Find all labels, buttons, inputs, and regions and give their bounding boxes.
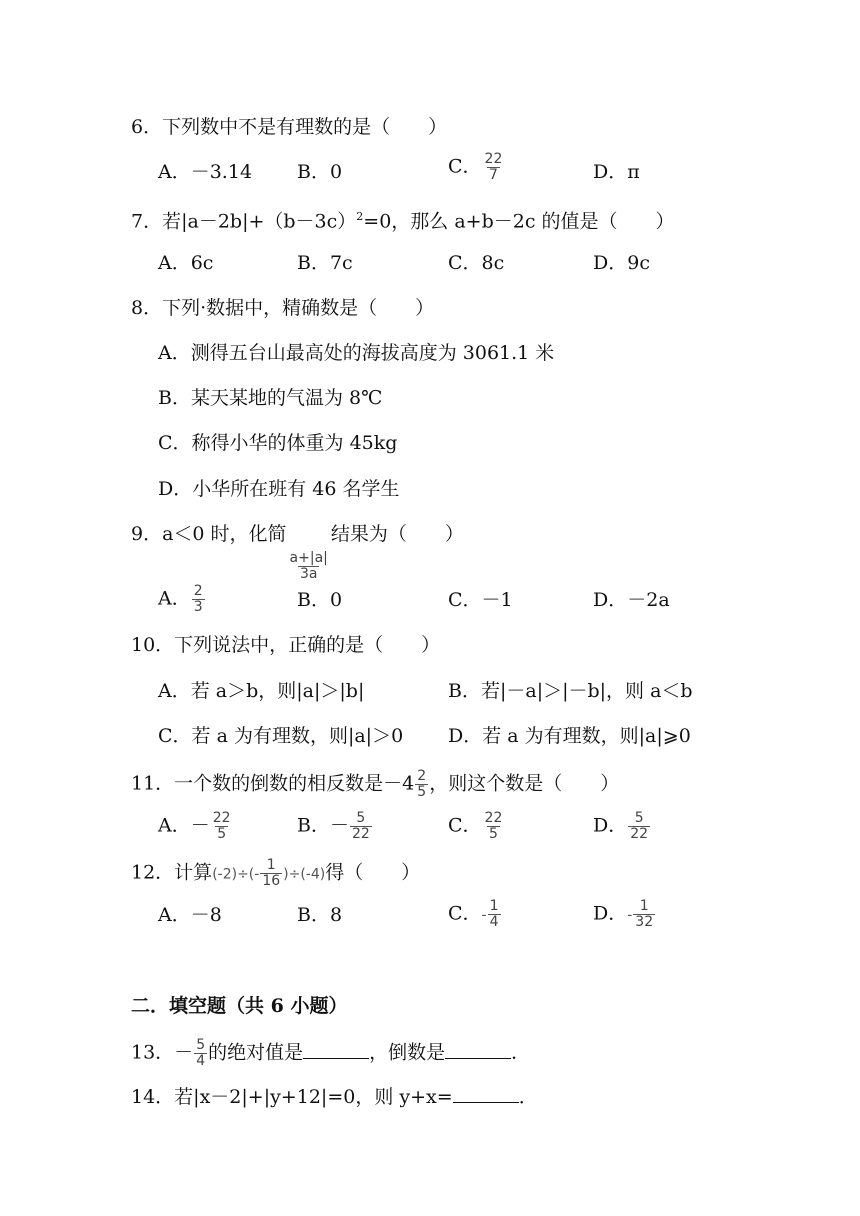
q11-option-d-label: D． [593,814,628,837]
q12-option-a: A．－8 [158,904,222,926]
question-9-stem [131,522,464,582]
q8-option-b: B．某天某地的气温为 8℃ [158,387,383,409]
q7-stem-suffix: =0，那么 a+b－2c 的值是（ ） [363,210,675,233]
q7-option-a: A．6c [158,252,214,274]
q13-mid-text: 的绝对值是 [208,1041,304,1064]
question-11-stem [131,769,619,800]
q13-separator-text: ，倒数是 [369,1041,446,1064]
q7-option-b: B．7c [297,252,353,274]
q7-stem-prefix: 7．若|a－2b|+（b－3c） [131,210,357,233]
fraction-numerator: 22 [212,810,231,826]
fraction-denominator: 22 [351,826,370,842]
question-6-stem: 6．下列数中不是有理数的是（ ） [131,116,448,138]
q11-option-c [448,811,505,842]
fraction-numerator: 1 [489,898,499,914]
q13-answer-blank-1[interactable] [303,1040,369,1059]
fraction-denominator: 22 [630,826,649,842]
q10-option-d: D．若 a 为有理数，则|a|⩾0 [448,725,691,747]
q13-prefix: 13．－ [131,1041,194,1064]
q11-option-c-label: C． [448,814,482,837]
fraction-denominator: 5 [489,826,498,842]
q12-option-c-sign: - [481,907,487,924]
question-10-stem: 10．下列说法中，正确的是（ ） [131,634,441,656]
q11-option-b-label: B．－ [297,814,349,837]
q7-exponent: 2 [356,210,364,223]
q8-option-a: A．测得五台山最高处的海拔高度为 3061.1 米 [158,342,555,364]
q6-option-a: A．－3.14 [158,161,253,183]
q11-option-b-fraction [350,811,372,842]
question-7-stem [131,205,675,233]
q9-option-c: C．－1 [448,589,513,611]
q7-option-d: D．9c [593,252,650,274]
fraction-numerator: 2 [417,768,427,784]
q6-option-c-label: C． [448,155,482,178]
q11-option-b [297,811,373,842]
q11-option-a-fraction [211,811,233,842]
fraction-denominator: 3a [299,566,318,582]
fraction-denominator: 7 [489,167,498,183]
q12-option-c [448,899,502,930]
q11-stem-prefix: 11．一个数的倒数的相反数是－4 [131,772,415,795]
fraction-denominator: 5 [217,826,227,842]
q12-expression-fraction [260,858,282,889]
q12-option-d-label: D． [593,902,628,925]
fraction-numerator: 2 [193,583,203,599]
q9-stem-suffix: 结果为（ ） [330,523,464,545]
q7-option-c: C．8c [448,252,505,274]
fraction-numerator: 22 [484,810,503,826]
question-12-stem [131,858,420,889]
fraction-numerator: 5 [356,810,366,826]
q6-option-b: B．0 [297,161,343,183]
question-13-stem [131,1038,530,1069]
fraction-numerator: 1 [266,857,276,873]
q11-option-d [593,811,651,842]
q12-option-c-fraction [488,899,501,930]
fraction-numerator: 22 [484,151,503,167]
q12-option-d [593,899,656,930]
q12-option-c-label: C． [448,902,482,925]
fraction-denominator: 32 [635,914,654,930]
q12-option-d-sign: - [627,907,633,924]
q10-option-c: C．若 a 为有理数，则|a|＞0 [158,725,404,747]
q6-option-c-fraction [483,152,505,183]
q14-prefix: 14．若|x－2|+|y+12|=0，则 y+x= [131,1086,453,1108]
q13-fraction [194,1038,207,1069]
q13-end: ． [511,1041,531,1064]
q9-stem-prefix: 9．a＜0 时，化简 [131,523,287,545]
fraction-numerator: 5 [196,1037,206,1053]
q10-option-a: A．若 a＞b，则|a|＞|b| [158,680,365,702]
fraction-denominator: 4 [196,1053,206,1069]
q9-option-d: D．－2a [593,589,670,611]
q12-stem-suffix: 得（ ） [325,861,421,884]
fraction-numerator: 5 [634,810,644,826]
fraction-denominator: 5 [417,784,427,800]
fraction-denominator: 3 [193,599,203,615]
q11-option-a [158,811,234,842]
q10-option-b: B．若|－a|＞|－b|，则 a＜b [448,680,693,702]
q12-option-d-fraction [633,899,655,930]
question-8-stem: 8．下列·数据中，精确数是（ ） [131,297,435,319]
q8-option-c: C．称得小华的体重为 45kg [158,432,398,454]
q13-answer-blank-2[interactable] [445,1040,511,1059]
q11-option-d-fraction [628,811,650,842]
q9-option-a-fraction [192,584,205,615]
q12-stem-prefix: 12．计算 [131,861,213,884]
q9-expression-fraction [288,551,330,582]
question-14-stem [131,1084,538,1109]
q6-option-d: D．π [593,161,640,183]
q11-mixed-fraction [415,769,428,800]
q6-option-c [448,152,505,183]
section-heading-fill-in: 二．填空题（共 6 小题） [131,995,348,1017]
fraction-denominator: 16 [262,873,281,889]
fraction-numerator: 1 [639,898,649,914]
q14-end: ． [518,1086,538,1108]
q11-option-a-label: A．－ [158,814,210,837]
q12-option-b: B．8 [297,904,343,926]
q12-expression-right: )÷(-4) [283,866,326,883]
q11-stem-suffix: ，则这个数是（ ） [429,772,620,795]
q14-answer-blank[interactable] [453,1084,519,1103]
q9-option-a-label: A． [158,587,191,610]
q12-expression-left: (-2)÷(- [212,866,260,883]
fraction-numerator: a+|a| [289,550,328,566]
q9-option-a [158,584,206,615]
q8-option-d: D．小华所在班有 46 名学生 [158,478,400,500]
q11-option-c-fraction [483,811,505,842]
q9-option-b: B．0 [297,589,343,611]
fraction-denominator: 4 [489,914,499,930]
